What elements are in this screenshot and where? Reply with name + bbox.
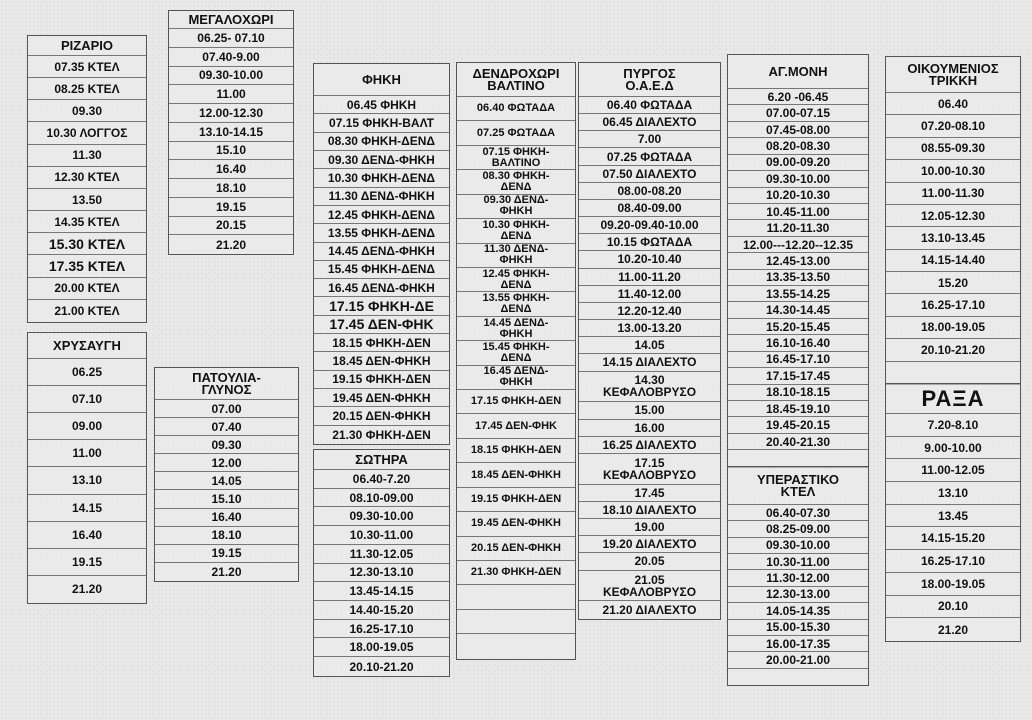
oikoumenios-row: 14.15-14.40 [886, 250, 1020, 272]
raxa-header: ΡΑΞΑ [886, 384, 1020, 414]
dendrochori-row: 14.45 ΔΕΝΔ- ΦΗΚΗ [457, 317, 575, 341]
dendrochori-row: 07.25 ΦΩΤΑΔΑ [457, 121, 575, 145]
dendrochori-row: 17.15 ΦΗΚΗ-ΔΕΝ [457, 390, 575, 414]
oikoumenios-row: 13.10-13.45 [886, 227, 1020, 249]
raxa-row: 13.45 [886, 505, 1020, 528]
rizario-row: 12.30 ΚΤΕΛ [28, 167, 146, 189]
megalochori-row: 18.10 [169, 179, 293, 198]
chrysavgi-row: 19.15 [28, 549, 146, 576]
oikoumenios-row: 18.00-19.05 [886, 317, 1020, 339]
dendrochori-row [457, 585, 575, 609]
agmoni-row: 10.45-11.00 [728, 204, 868, 220]
agmoni-row: 08.20-08.30 [728, 138, 868, 154]
dendrochori-row: 08.30 ΦΗΚΗ- ΔΕΝΔ [457, 170, 575, 194]
pyrgos-row: 18.10 ΔΙΑΛΕΧΤΟ [579, 502, 720, 519]
dendrochori-row: 07.15 ΦΗΚΗ- ΒΑΛΤΙΝΟ [457, 146, 575, 170]
yperastiko-row: 16.00-17.35 [728, 636, 868, 652]
rizario-row: 21.00 ΚΤΕΛ [54, 303, 120, 318]
dendrochori-header: ΔΕΝΔΡΟΧΩΡΙ ΒΑΛΤΙΝΟ [457, 63, 575, 97]
megalochori-row: 13.10-14.15 [169, 123, 293, 142]
agmoni-row: 09.30-10.00 [728, 171, 868, 187]
pyrgos-row: 17.45 [579, 485, 720, 502]
rizario-row: 17.35 ΚΤΕΛ [28, 255, 146, 277]
rizario-row: 15.30 ΚΤΕΛ [28, 233, 146, 255]
fiki-row: 19.15 ΦΗΚΗ-ΔΕΝ [314, 371, 449, 389]
patoulia-row: 12.00 [155, 454, 298, 472]
pyrgos-row: 14.30 ΚΕΦΑΛΟΒΡΥΣΟ [579, 372, 720, 403]
fiki-row: 18.15 ΦΗΚΗ-ΔΕΝ [314, 334, 449, 352]
patoulia-row: 19.15 [155, 545, 298, 563]
dendrochori-row: 18.15 ΦΗΚΗ-ΔΕΝ [457, 439, 575, 463]
yperastiko-row: 09.30-10.00 [728, 538, 868, 554]
rizario-row: 07.35 ΚΤΕΛ [28, 56, 146, 78]
dendrochori-row: 19.45 ΔΕΝ-ΦΗΚΗ [457, 512, 575, 536]
megalochori-header: ΜΕΓΑΛΟΧΩΡΙ [169, 11, 293, 29]
raxa-row: 16.25-17.10 [886, 550, 1020, 573]
pyrgos-row: 09.20-09.40-10.00 [579, 217, 720, 234]
agmoni-row: 16.45-17.10 [728, 352, 868, 368]
patoulia-row: 21.20 [211, 564, 242, 579]
megalochori-row: 11.00 [169, 85, 293, 104]
raxa-row: 13.10 [886, 482, 1020, 505]
patoulia-row: 07.00 [155, 400, 298, 418]
agmoni-row: 17.15-17.45 [728, 368, 868, 384]
dendrochori-row: 21.30 ΦΗΚΗ-ΔΕΝ [457, 561, 575, 585]
agmoni-row: 10.20-10.30 [728, 188, 868, 204]
pyrgos-row: 16.00 [579, 420, 720, 437]
sotira-row: 14.40-15.20 [314, 601, 449, 620]
pyrgos-row: 13.00-13.20 [579, 320, 720, 337]
oikoumenios-row [886, 362, 1020, 384]
pyrgos-row: 07.50 ΔΙΑΛΕΧΤΟ [579, 166, 720, 183]
yperastiko-row: 08.25-09.00 [728, 521, 868, 537]
oikoumenios-row: 08.55-09.30 [886, 138, 1020, 160]
patoulia-row: 09.30 [155, 436, 298, 454]
dendrochori-row: 06.40 ΦΩΤΑΔΑ [457, 97, 575, 121]
agmoni-row: 16.10-16.40 [728, 335, 868, 351]
fiki-row: 08.30 ΦΗΚΗ-ΔΕΝΔ [314, 133, 449, 151]
patoulia-row: 15.10 [155, 490, 298, 508]
yperastiko-row: 06.40-07.30 [728, 505, 868, 521]
agmoni-row: 07.00-07.15 [728, 105, 868, 121]
dendrochori-row: 09.30 ΔΕΝΔ- ΦΗΚΗ [457, 195, 575, 219]
pyrgos-row: 14.05 [579, 337, 720, 354]
agmoni-row: 13.35-13.50 [728, 270, 868, 286]
fiki-row: 18.45 ΔΕΝ-ΦΗΚΗ [314, 352, 449, 370]
pyrgos-row: 19.20 ΔΙΑΛΕΧΤΟ [579, 536, 720, 553]
chrysavgi-row: 14.15 [28, 495, 146, 522]
chrysavgi-row: 07.10 [28, 386, 146, 413]
fiki-row: 20.15 ΔΕΝ-ΦΗΚΗ [314, 407, 449, 425]
rizario-row: 11.30 [28, 145, 146, 167]
fiki-row: 16.45 ΔΕΝΔ-ΦΗΚΗ [314, 279, 449, 297]
chrysavgi-row: 11.00 [28, 440, 146, 467]
agmoni-row: 12.00---12.20--12.35 [728, 237, 868, 253]
patoulia-row: 18.10 [155, 527, 298, 545]
megalochori-row: 19.15 [169, 198, 293, 217]
pyrgos-row: 08.40-09.00 [579, 200, 720, 217]
oikoumenios-row: 20.10-21.20 [886, 339, 1020, 361]
dendrochori-row: 17.45 ΔΕΝ-ΦΗΚ [457, 414, 575, 438]
fiki-row: 17.15 ΦΗΚΗ-ΔΕ [314, 297, 449, 315]
agmoni-row: 20.40-21.30 [728, 434, 868, 450]
rizario-row: 10.30 ΛΟΓΓΟΣ [28, 122, 146, 144]
pyrgos-row: 17.15 ΚΕΦΑΛΟΒΡΥΣΟ [579, 454, 720, 485]
dendrochori-row: 13.55 ΦΗΚΗ- ΔΕΝΔ [457, 292, 575, 316]
sotira-row: 10.30-11.00 [314, 526, 449, 545]
yperastiko-row: 14.05-14.35 [728, 603, 868, 619]
pyrgos-row: 11.00-11.20 [579, 269, 720, 286]
agmoni-row: 09.00-09.20 [728, 155, 868, 171]
pyrgos-row: 19.00 [579, 519, 720, 536]
fiki-row: 07.15 ΦΗΚΗ-ΒΑΛΤ [314, 114, 449, 132]
fiki-row: 21.30 ΦΗΚΗ-ΔΕΝ [332, 427, 431, 442]
oikoumenios-row: 07.20-08.10 [886, 115, 1020, 137]
oikoumenios-header: ΟΙΚΟΥΜΕΝΙΟΣ ΤΡΙΚΚΗ [886, 57, 1020, 93]
agmoni-row: 18.45-19.10 [728, 401, 868, 417]
fiki-row: 15.45 ΦΗΚΗ-ΔΕΝΔ [314, 261, 449, 279]
table-chrysavgi [27, 332, 147, 604]
pyrgos-row: 14.15 ΔΙΑΛΕΧΤΟ [579, 354, 720, 371]
sotira-row: 13.45-14.15 [314, 582, 449, 601]
pyrgos-row: 20.05 [579, 553, 720, 570]
table-fiki [313, 63, 450, 445]
fiki-row: 11.30 ΔΕΝΔ-ΦΗΚΗ [314, 188, 449, 206]
agmoni-row: 6.20 -06.45 [728, 89, 868, 105]
pyrgos-row: 06.40 ΦΩΤΑΔΑ [579, 97, 720, 114]
yperastiko-row: 10.30-11.00 [728, 554, 868, 570]
raxa-row: 14.15-15.20 [886, 527, 1020, 550]
raxa-row: 11.00-12.05 [886, 459, 1020, 482]
agmoni-row: 12.45-13.00 [728, 253, 868, 269]
yperastiko-row: 12.30-13.00 [728, 587, 868, 603]
fiki-row: 13.55 ΦΗΚΗ-ΔΕΝΔ [314, 224, 449, 242]
table-oikoumenios [885, 56, 1021, 385]
dendrochori-row: 19.15 ΦΗΚΗ-ΔΕΝ [457, 488, 575, 512]
megalochori-row: 06.25- 07.10 [169, 29, 293, 48]
agmoni-row: 14.30-14.45 [728, 302, 868, 318]
dendrochori-row: 20.15 ΔΕΝ-ΦΗΚΗ [457, 537, 575, 561]
table-yperastiko [727, 466, 869, 686]
megalochori-row: 15.10 [169, 142, 293, 161]
yperastiko-row: 11.30-12.00 [728, 570, 868, 586]
sotira-row: 16.25-17.10 [314, 620, 449, 639]
raxa-row: 7.20-8.10 [886, 414, 1020, 437]
table-raxa [885, 383, 1021, 642]
agmoni-row: 11.20-11.30 [728, 220, 868, 236]
oikoumenios-row: 15.20 [886, 272, 1020, 294]
rizario-row: 20.00 ΚΤΕΛ [28, 278, 146, 300]
dendrochori-row [457, 610, 575, 634]
chrysavgi-row: 09.00 [28, 413, 146, 440]
table-sotira [313, 449, 450, 677]
rizario-row: 08.25 ΚΤΕΛ [28, 78, 146, 100]
fiki-row: 06.45 ΦΗΚΗ [314, 96, 449, 114]
rizario-row: 14.35 ΚΤΕΛ [28, 211, 146, 233]
oikoumenios-row: 06.40 [886, 93, 1020, 115]
megalochori-row: 20.15 [169, 217, 293, 236]
dendrochori-row: 12.45 ΦΗΚΗ- ΔΕΝΔ [457, 268, 575, 292]
pyrgos-row: 10.15 ΦΩΤΑΔΑ [579, 234, 720, 251]
rizario-row: 13.50 [28, 189, 146, 211]
fiki-row: 12.45 ΦΗΚΗ-ΔΕΝΔ [314, 206, 449, 224]
pyrgos-header: ΠΥΡΓΟΣ Ο.Α.Ε.Δ [579, 63, 720, 97]
sotira-row: 06.40-7.20 [314, 470, 449, 489]
sotira-header: ΣΩΤΗΡΑ [314, 450, 449, 470]
sotira-row: 11.30-12.05 [314, 545, 449, 564]
rizario-row: 09.30 [28, 100, 146, 122]
agmoni-row: 19.45-20.15 [728, 417, 868, 433]
table-patoulia [154, 367, 299, 582]
table-rizario [27, 35, 147, 323]
fiki-row: 14.45 ΔΕΝΔ-ΦΗΚΗ [314, 243, 449, 261]
pyrgos-row: 15.00 [579, 402, 720, 419]
yperastiko-row [728, 669, 868, 685]
megalochori-row: 16.40 [169, 160, 293, 179]
raxa-row: 18.00-19.05 [886, 573, 1020, 596]
fiki-row: 19.45 ΔΕΝ-ΦΗΚΗ [314, 389, 449, 407]
patoulia-header: ΠΑΤΟΥΛΙΑ- ΓΛΥΝΟΣ [155, 368, 298, 400]
agmoni-row: 15.20-15.45 [728, 319, 868, 335]
table-megalochori [168, 10, 294, 255]
oikoumenios-row: 10.00-10.30 [886, 160, 1020, 182]
agmoni-row: 13.55-14.25 [728, 286, 868, 302]
patoulia-row: 16.40 [155, 509, 298, 527]
pyrgos-row: 06.45 ΔΙΑΛΕΧΤΟ [579, 114, 720, 131]
fiki-row: 10.30 ΦΗΚΗ-ΔΕΝΔ [314, 169, 449, 187]
megalochori-row: 21.20 [215, 237, 247, 252]
pyrgos-row: 07.25 ΦΩΤΑΔΑ [579, 148, 720, 165]
yperastiko-row: 15.00-15.30 [728, 620, 868, 636]
dendrochori-row [457, 634, 575, 658]
pyrgos-row: 08.00-08.20 [579, 183, 720, 200]
chrysavgi-row: 06.25 [28, 359, 146, 386]
pyrgos-row: 16.25 ΔΙΑΛΕΧΤΟ [579, 437, 720, 454]
table-agmoni [727, 54, 869, 468]
yperastiko-row: 20.00-21.00 [728, 652, 868, 668]
megalochori-row: 07.40-9.00 [169, 48, 293, 67]
table-pyrgos [578, 62, 721, 620]
rizario-header: ΡΙΖΑΡΙΟ [28, 36, 146, 56]
agmoni-row [728, 450, 868, 466]
chrysavgi-row: 16.40 [28, 522, 146, 549]
raxa-row: 9.00-10.00 [886, 437, 1020, 460]
oikoumenios-row: 11.00-11.30 [886, 183, 1020, 205]
dendrochori-row: 15.45 ΦΗΚΗ- ΔΕΝΔ [457, 341, 575, 365]
pyrgos-row: 7.00 [579, 131, 720, 148]
fiki-header: ΦΗΚΗ [314, 64, 449, 96]
megalochori-row: 12.00-12.30 [169, 104, 293, 123]
sotira-row: 12.30-13.10 [314, 564, 449, 583]
patoulia-row: 14.05 [155, 472, 298, 490]
dendrochori-row: 16.45 ΔΕΝΔ- ΦΗΚΗ [457, 366, 575, 390]
oikoumenios-row: 16.25-17.10 [886, 294, 1020, 316]
chrysavgi-row: 13.10 [28, 467, 146, 494]
yperastiko-header: ΥΠΕΡΑΣΤΙΚΟ ΚΤΕΛ [728, 467, 868, 505]
pyrgos-row: 10.20-10.40 [579, 251, 720, 268]
dendrochori-row: 18.45 ΔΕΝ-ΦΗΚΗ [457, 463, 575, 487]
sotira-row: 08.10-09.00 [314, 489, 449, 508]
sotira-row: 09.30-10.00 [314, 507, 449, 526]
chrysavgi-row: 21.20 [71, 582, 103, 597]
megalochori-row: 09.30-10.00 [169, 67, 293, 86]
pyrgos-row: 12.20-12.40 [579, 303, 720, 320]
pyrgos-row: 21.20 ΔΙΑΛΕΧΤΟ [602, 603, 697, 618]
raxa-row: 20.10 [886, 596, 1020, 619]
dendrochori-row: 11.30 ΔΕΝΔ- ΦΗΚΗ [457, 244, 575, 268]
sotira-row: 18.00-19.05 [314, 638, 449, 657]
pyrgos-row: 11.40-12.00 [579, 286, 720, 303]
fiki-row: 17.45 ΔΕΝ-ΦΗΚ [314, 316, 449, 334]
sotira-row: 20.10-21.20 [349, 659, 414, 674]
agmoni-row: 18.10-18.15 [728, 385, 868, 401]
pyrgos-row: 21.05 ΚΕΦΑΛΟΒΡΥΣΟ [579, 571, 720, 602]
raxa-row: 21.20 [937, 622, 969, 637]
patoulia-row: 07.40 [155, 418, 298, 436]
dendrochori-row: 10.30 ΦΗΚΗ- ΔΕΝΔ [457, 219, 575, 243]
table-dendrochori [456, 62, 576, 660]
oikoumenios-row: 12.05-12.30 [886, 205, 1020, 227]
chrysavgi-header: ΧΡΥΣΑΥΓΗ [28, 333, 146, 359]
agmoni-header: ΑΓ.ΜΟΝΗ [728, 55, 868, 89]
agmoni-row: 07.45-08.00 [728, 122, 868, 138]
fiki-row: 09.30 ΔΕΝΔ-ΦΗΚΗ [314, 151, 449, 169]
